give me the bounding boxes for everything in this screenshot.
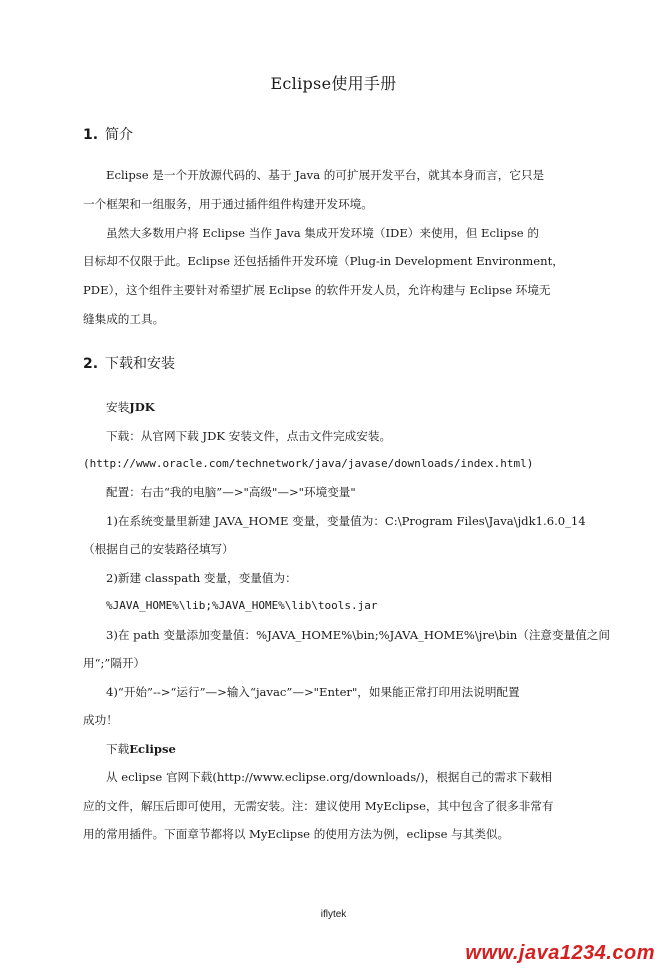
paragraph-line: 从 eclipse 官网下载(http://www.eclipse.org/downloads/)，根据自己的需求下载相: [106, 770, 553, 784]
subheading-prefix: 安装: [106, 400, 130, 414]
page-footer: iflytek: [320, 909, 347, 920]
paragraph-line: 下载：从官网下载 JDK 安装文件，点击文件完成安装。: [106, 429, 392, 443]
code-line: %JAVA_HOME%\lib;%JAVA_HOME%\lib\tools.jar: [106, 599, 378, 612]
paragraph-line: 3)在 path 变量添加变量值：%JAVA_HOME%\bin;%JAVA_HOME%\jre\bin（注意变量值之间: [106, 628, 610, 642]
paragraph-line: 应的文件，解压后即可使用，无需安装。注：建议使用 MyEclipse，其中包含了很多非常有: [83, 799, 554, 813]
paragraph-line: 目标却不仅限于此。Eclipse 还包括插件开发环境（Plug-in Development Environment，: [83, 254, 564, 268]
section-number: 1.: [83, 127, 99, 143]
paragraph-line: 用“;”隔开）: [83, 656, 146, 670]
paragraph-line: 成功！: [83, 713, 118, 727]
document-title: Eclipse使用手册: [270, 74, 397, 93]
subheading-prefix: 下载: [106, 742, 130, 756]
subheading-bold: JDK: [129, 400, 155, 414]
section-number: 2.: [83, 356, 99, 372]
paragraph-line: 4)“开始”-->“运行”—>输入“javac”—>"Enter"，如果能正常打印用法说明配置: [106, 685, 520, 699]
section-title: 简介: [105, 127, 133, 143]
paragraph-line: 虽然大多数用户将 Eclipse 当作 Java 集成开发环境（IDE）来使用，但 Eclipse 的: [106, 226, 539, 240]
watermark: www.java1234.com: [465, 942, 655, 964]
paragraph-line: 1)在系统变量里新建 JAVA_HOME 变量，变量值为：C:\Program Files\Java\jdk1.6.0_14: [106, 514, 586, 528]
paragraph-line: 配置：右击“我的电脑”—>"高级"—>"环境变量": [106, 485, 356, 499]
paragraph-line: 2)新建 classpath 变量，变量值为：: [106, 571, 297, 585]
paragraph-line: 缝集成的工具。: [83, 312, 165, 326]
subheading-download-eclipse: [106, 741, 176, 757]
url-line: (http://www.oracle.com/technetwork/java/javase/downloads/index.html): [83, 457, 534, 470]
subheading-install-jdk: [106, 399, 155, 415]
section-heading-intro: [83, 124, 133, 144]
section-heading-download: [83, 353, 175, 373]
paragraph-line: 一个框架和一组服务，用于通过插件组件构建开发环境。: [83, 197, 373, 211]
paragraph-line: PDE），这个组件主要针对希望扩展 Eclipse 的软件开发人员，允许构建与 Eclipse 环境无: [83, 283, 551, 297]
paragraph-line: 用的常用插件。下面章节都将以 MyEclipse 的使用方法为例，eclipse 与其类似。: [83, 827, 510, 841]
paragraph-line: （根据自己的安装路径填写）: [83, 542, 234, 556]
subheading-bold: Eclipse: [129, 742, 176, 756]
section-title: 下载和安装: [105, 356, 175, 372]
paragraph-line: Eclipse 是一个开放源代码的、基于 Java 的可扩展开发平台，就其本身而言，它只是: [106, 168, 545, 182]
